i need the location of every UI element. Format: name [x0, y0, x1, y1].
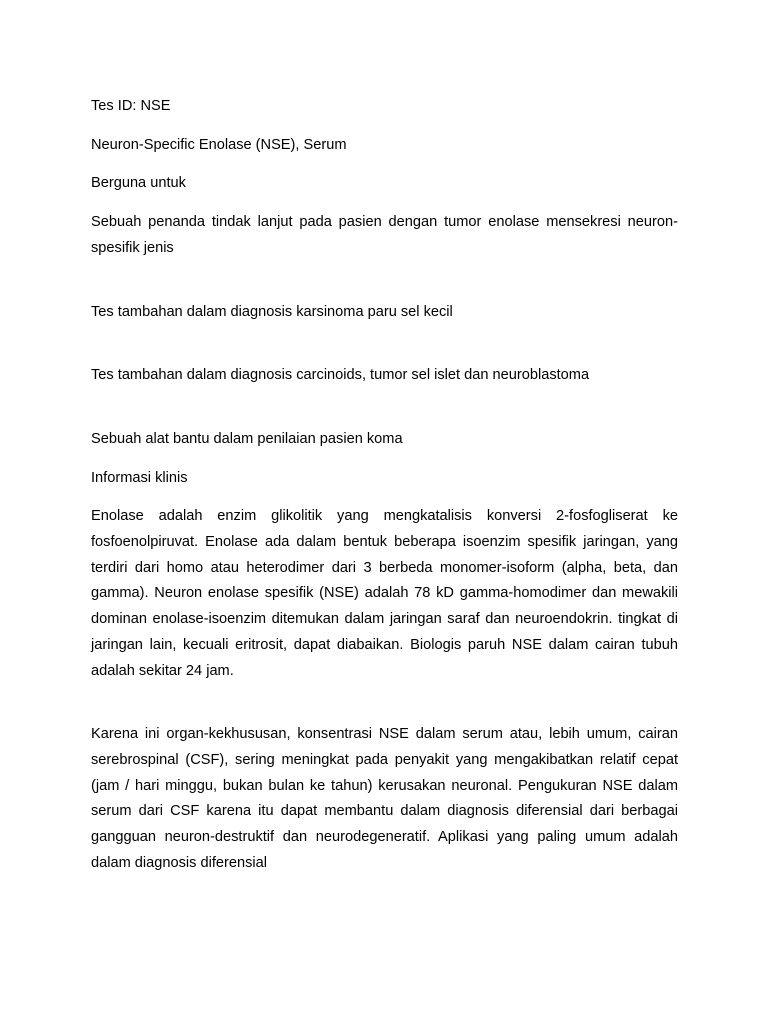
use-item-2: Tes tambahan dalam diagnosis karsinoma paru sel kecil	[91, 303, 453, 320]
clinical-heading: Informasi klinis	[91, 469, 188, 486]
test-id: Tes ID: NSE	[91, 98, 171, 114]
document-page	[91, 94, 678, 889]
use-item-1: Sebuah penanda tindak lanjut pada pasien dengan tumor enolase mensekresi neuron-spesifik jenis	[91, 214, 678, 256]
use-item-3: Tes tambahan dalam diagnosis carcinoids, tumor sel islet dan neuroblastoma	[91, 367, 590, 384]
clinical-paragraph-2: Karena ini organ-kekhususan, konsentrasi NSE dalam serum atau, lebih umum, cairan serebrospinal (CSF), sering meningkat pada penyakit yang mengakibatkan relatif cepat (jam / hari minggu, bukan bulan ke tahun) kerusakan neuronal. Pengukuran NSE dalam serum dari CSF karena itu dapat membantu dalam diagnosis diferensial dari berbagai gangguan neuron-destruktif dan neurodegeneratif. Aplikasi yang paling umum adalah dalam diagnosis diferensial	[91, 726, 678, 871]
useful-heading: Berguna untuk	[91, 175, 186, 192]
clinical-paragraph-1: Enolase adalah enzim glikolitik yang mengkatalisis konversi 2-fosfogliserat ke fosfoenolpiruvat. Enolase ada dalam bentuk beberapa isoenzim spesifik jaringan, yang terdiri dari homo atau heterodimer dari 3 berbeda monomer-isoform (alpha, beta, dan gamma). Neuron enolase spesifik (NSE) adalah 78 kD gamma-homodimer dan mewakili dominan enolase-isoenzim ditemukan dalam jaringan saraf dan neuroendokrin. tingkat di jaringan lain, kecuali eritrosit, dapat diabaikan. Biologis paruh NSE dalam cairan tubuh adalah sekitar 24 jam.	[91, 508, 678, 679]
test-name: Neuron-Specific Enolase (NSE), Serum	[91, 136, 347, 153]
use-item-4: Sebuah alat bantu dalam penilaian pasien koma	[91, 430, 403, 447]
